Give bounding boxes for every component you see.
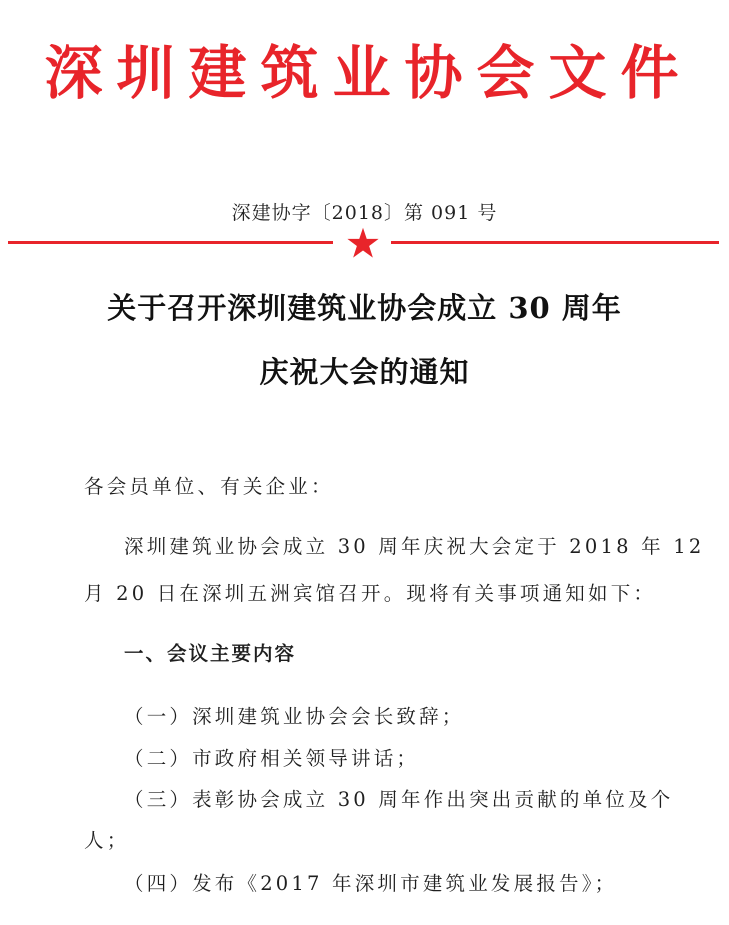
list-item-1: （一）深圳建筑业协会会长致辞； (124, 705, 465, 728)
document-number: 深建协字〔2018〕第 091 号 (231, 202, 498, 224)
list-item-3-line2: 人； (84, 829, 130, 852)
list-item-4: （四）发布《2017 年深圳市建筑业发展报告》； (124, 872, 618, 895)
list-item-3-line1: （三）表彰协会成立 30 周年作出突出贡献的单位及个 (124, 788, 674, 811)
intro-line1: 深圳建筑业协会成立 30 周年庆祝大会定于 2018 年 12 (124, 535, 705, 558)
list-item-2: （二）市政府相关领导讲话； (124, 747, 420, 770)
notice-title-line2: 庆祝大会的通知 (259, 355, 470, 389)
salutation: 各会员单位、有关企业： (84, 475, 334, 498)
masthead-title: 深圳建筑业协会文件 (44, 39, 693, 107)
red-star-icon (346, 226, 380, 260)
red-divider (8, 236, 719, 250)
divider-line-right (391, 241, 719, 244)
section1-heading: 一、会议主要内容 (124, 642, 297, 665)
notice-title-line1: 关于召开深圳建筑业协会成立 30 周年 (107, 291, 622, 325)
intro-line2: 月 20 日在深圳五洲宾馆召开。现将有关事项通知如下： (84, 582, 657, 605)
divider-line-left (8, 241, 333, 244)
